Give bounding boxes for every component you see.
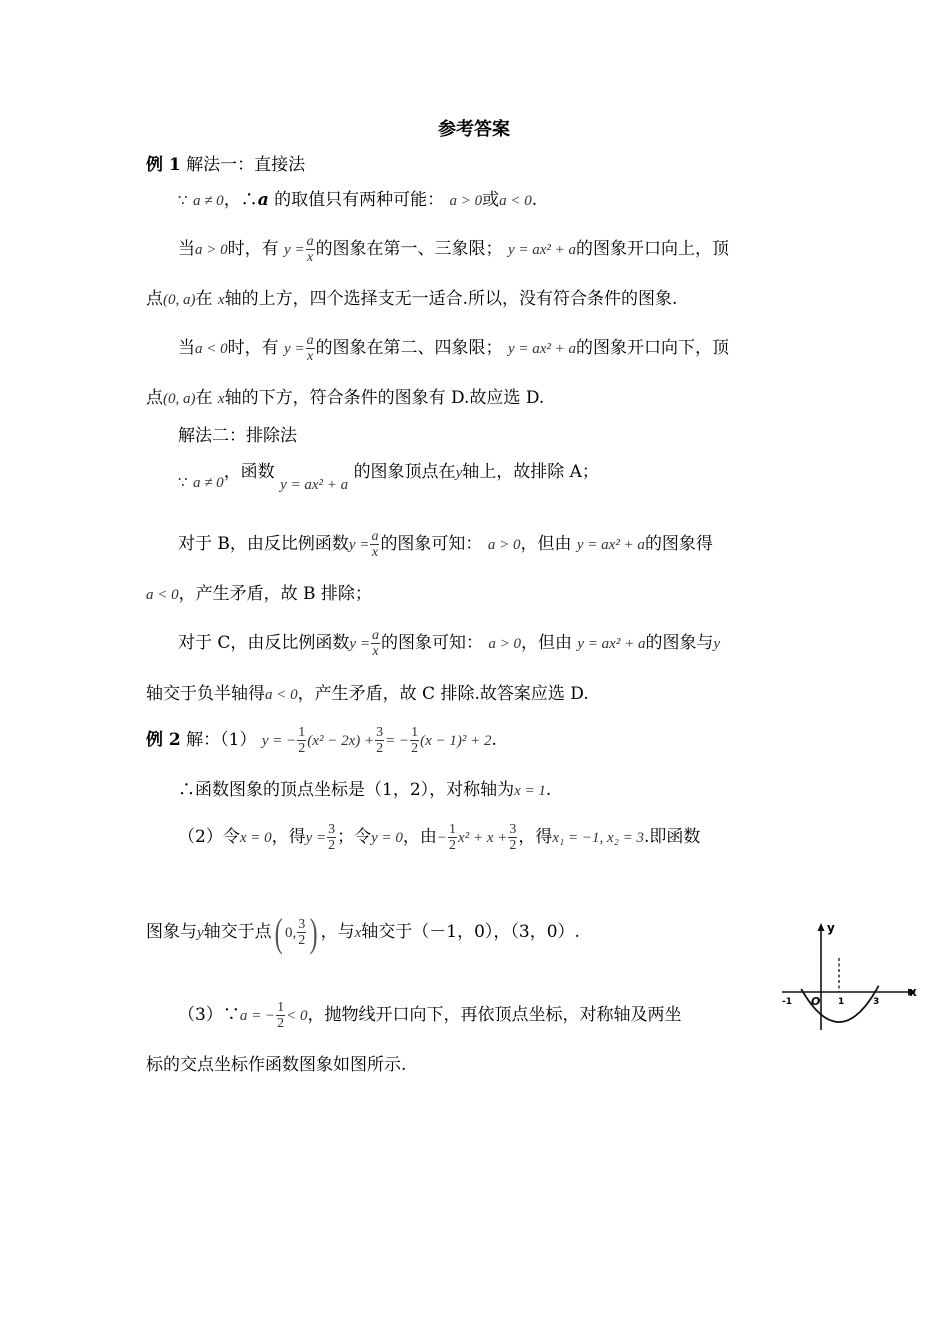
ex2-line1 xyxy=(146,723,497,758)
text: 轴交于负半轴得 xyxy=(146,684,265,704)
text: 点 xyxy=(146,289,163,309)
text: （2）令 xyxy=(178,827,240,847)
y-eq: y = xyxy=(349,636,370,652)
ex2-label: 例 2 xyxy=(146,730,181,750)
text: 的图象开口向上，顶 xyxy=(576,239,730,259)
text: 的图象开口向下，顶 xyxy=(576,338,730,358)
text: ；令 xyxy=(337,827,372,847)
frac-den: 2 xyxy=(411,741,419,756)
paren-right: ) xyxy=(309,909,318,955)
fraction-1-2 xyxy=(297,725,306,756)
point-0a: (0, a) xyxy=(163,292,196,308)
cond-gt: a > 0 xyxy=(449,193,483,209)
eq-part: x = 0 xyxy=(239,830,272,846)
frac-den: x xyxy=(306,349,314,364)
roots: x₁ = −1, x₂ = 3 xyxy=(552,830,644,846)
frac-den: 2 xyxy=(376,741,384,756)
fraction-1-2 xyxy=(410,725,419,756)
text: 的图象得 xyxy=(644,534,713,554)
frac-den: 2 xyxy=(298,933,306,948)
text: ，得 xyxy=(518,827,553,847)
ex1-para1 xyxy=(178,232,729,267)
fraction-a-over-x xyxy=(370,529,379,560)
frac-num: a xyxy=(371,529,379,544)
y-axis-label: y xyxy=(827,921,835,935)
text: ，抛物线开口向下，再依顶点坐标，对称轴及两坐 xyxy=(307,1005,682,1025)
fraction-a-over-x xyxy=(306,333,315,364)
text: 轴交于点 xyxy=(203,922,272,942)
eq-part: < 0 xyxy=(286,1008,308,1024)
frac-den: 2 xyxy=(328,838,336,853)
fraction-1-2 xyxy=(276,1000,285,1031)
eq-part: (x² − 2x) + xyxy=(307,733,375,749)
fraction-3-2 xyxy=(327,822,336,853)
quadratic-expr: y = ax² + a xyxy=(280,477,349,493)
var-y: y xyxy=(197,925,204,941)
frac-num: 1 xyxy=(277,1000,285,1015)
eq-part: x² + x + xyxy=(458,830,508,846)
text: （3）∵ xyxy=(178,1005,240,1025)
frac-num: 3 xyxy=(298,917,306,932)
frac-den: 2 xyxy=(298,741,306,756)
text: ，但由 xyxy=(520,534,572,554)
text: 的图象在第一、三象限； xyxy=(315,239,503,259)
frac-num: 3 xyxy=(328,822,336,837)
text: 图象与 xyxy=(146,922,197,942)
ex2-part2-cont xyxy=(146,909,580,955)
frac-num: a xyxy=(306,333,314,348)
text: 解：（1） xyxy=(186,730,257,750)
y-axis-arrow xyxy=(818,923,825,931)
text: 的图象顶点在 xyxy=(353,462,456,482)
text: 轴上，故排除 A； xyxy=(462,462,599,482)
ex1-heading xyxy=(146,153,305,177)
cond-lt: a < 0 xyxy=(146,587,179,603)
text: ，得 xyxy=(271,827,306,847)
frac-den: x xyxy=(371,545,379,560)
fraction-3-2 xyxy=(375,725,384,756)
cond-gt: a > 0 xyxy=(195,242,228,258)
frac-den: x xyxy=(372,644,379,659)
ex1-para1-cont xyxy=(146,287,677,312)
x-axis-label: x xyxy=(909,985,917,999)
ex1-para2-cont xyxy=(146,386,544,411)
ex1-method2-line xyxy=(178,460,599,493)
ex1-option-c xyxy=(178,626,720,661)
text: 轴的上方，四个选择支无一适合.所以，没有符合条件的图象. xyxy=(224,289,678,309)
cond-lt: a < 0 xyxy=(499,193,532,209)
cond-lt: a < 0 xyxy=(265,687,298,703)
quadratic-expr: y = ax² + a xyxy=(577,636,646,652)
ex1-option-c-cont xyxy=(146,682,589,707)
text: ，产生矛盾，故 B 排除； xyxy=(178,584,372,604)
var-x: x xyxy=(217,391,225,407)
eq-part: y = − xyxy=(261,733,297,749)
eq-part: a = − xyxy=(239,1008,276,1024)
tick-label-neg1: -1 xyxy=(782,997,792,1007)
eq-part: − xyxy=(436,830,448,846)
text: 的图象与 xyxy=(645,633,714,653)
axis-eq: x = 1 xyxy=(514,783,546,799)
fraction-3-2 xyxy=(297,917,306,948)
eq-part: = − xyxy=(385,733,410,749)
ex1-line1 xyxy=(178,188,537,213)
frac-den: 2 xyxy=(449,838,457,853)
text: 的图象可知： xyxy=(380,633,483,653)
cond-gt: a > 0 xyxy=(488,636,521,652)
text: 轴的下方，符合条件的图象有 D.故应选 D. xyxy=(224,388,545,408)
frac-num: a xyxy=(371,628,379,643)
ex1-label: 例 1 xyxy=(146,155,181,175)
text: 当 xyxy=(178,338,195,358)
var-y: y xyxy=(713,636,721,652)
text: 点 xyxy=(146,388,163,408)
paren-left: ( xyxy=(274,909,283,955)
text: ，函数 xyxy=(223,462,275,482)
text: ，与 xyxy=(320,922,355,942)
text: ，产生矛盾，故 C 排除.故答案应选 D. xyxy=(297,684,589,704)
point-0a: (0, a) xyxy=(163,391,196,407)
cond-neq: a ≠ 0 xyxy=(192,193,224,209)
page-title: 参考答案 xyxy=(438,119,510,140)
ex2-part3 xyxy=(178,998,681,1033)
text: 对于 B，由反比例函数 xyxy=(178,534,349,554)
text: ，但由 xyxy=(520,633,572,653)
ex2-part3-cont: 标的交点坐标作函数图象如图所示. xyxy=(146,1055,407,1075)
y-eq: y = xyxy=(284,341,305,357)
text: .即函数 xyxy=(643,827,701,847)
cond-gt: a > 0 xyxy=(487,537,521,553)
tick-label-1: 1 xyxy=(838,997,845,1007)
text: 的取值只有两种可能： xyxy=(268,190,445,210)
var-a: a xyxy=(257,190,269,210)
cond-lt: a < 0 xyxy=(195,341,228,357)
cond-neq: a ≠ 0 xyxy=(192,475,224,491)
ex1-option-b-cont xyxy=(146,582,372,607)
y-eq: y = xyxy=(348,537,370,553)
frac-den: x xyxy=(306,250,314,265)
text: 当 xyxy=(178,239,195,259)
fraction-1-2 xyxy=(448,822,457,853)
text: . xyxy=(491,730,497,750)
text: 或 xyxy=(482,190,500,210)
frac-num: 3 xyxy=(509,822,517,837)
text: ，由 xyxy=(402,827,437,847)
ex1-option-b xyxy=(178,527,713,562)
frac-den: 2 xyxy=(277,1016,285,1031)
y-eq: y = xyxy=(284,242,305,258)
text: 对于 C，由反比例函数 xyxy=(178,633,350,653)
parabola-graph xyxy=(776,918,922,1034)
text: 的图象可知： xyxy=(380,534,483,554)
text: 在 xyxy=(195,289,213,309)
ex1-para2 xyxy=(178,331,729,366)
because-symbol: ∵ xyxy=(178,475,188,491)
text: ∴函数图象的顶点坐标是（1，2），对称轴为 xyxy=(178,780,515,800)
origin-label: O xyxy=(811,995,821,1008)
quadratic-expr: y = ax² + a xyxy=(507,341,577,357)
ex2-vertex xyxy=(178,778,551,803)
var-y: y xyxy=(455,465,463,481)
quadratic-expr: y = ax² + a xyxy=(576,537,645,553)
ex1-method1: 解法一：直接法 xyxy=(186,155,306,175)
var-x: x xyxy=(354,925,362,941)
because-symbol: ∵ xyxy=(178,193,188,209)
therefore-text: ，∴ xyxy=(223,190,258,210)
text: 的图象在第二、四象限； xyxy=(315,338,503,358)
frac-num: a xyxy=(306,234,314,249)
eq-part: y = xyxy=(305,830,327,846)
text: . xyxy=(531,190,538,210)
var-x: x xyxy=(217,292,225,308)
text: . xyxy=(545,780,552,800)
ex1-method2: 解法二：排除法 xyxy=(178,426,297,446)
quadratic-expr: y = ax² + a xyxy=(507,242,577,258)
text: 在 xyxy=(195,388,213,408)
ex2-part2 xyxy=(178,820,700,855)
tick-label-3: 3 xyxy=(873,997,880,1007)
fraction-a-over-x xyxy=(306,234,315,265)
frac-den: 2 xyxy=(509,838,517,853)
frac-num: 1 xyxy=(298,725,306,740)
frac-num: 3 xyxy=(376,725,384,740)
text: 时，有 xyxy=(227,239,279,259)
fraction-a-over-x xyxy=(371,628,380,659)
fraction-3-2 xyxy=(508,822,517,853)
point-part: 0, xyxy=(285,925,297,941)
text: 轴交于（－1，0），（3，0）. xyxy=(361,922,580,942)
frac-num: 1 xyxy=(449,822,457,837)
frac-num: 1 xyxy=(411,725,419,740)
eq-part: (x − 1)² + 2 xyxy=(420,733,492,749)
text: 时，有 xyxy=(227,338,279,358)
eq-part: y = 0 xyxy=(371,830,403,846)
